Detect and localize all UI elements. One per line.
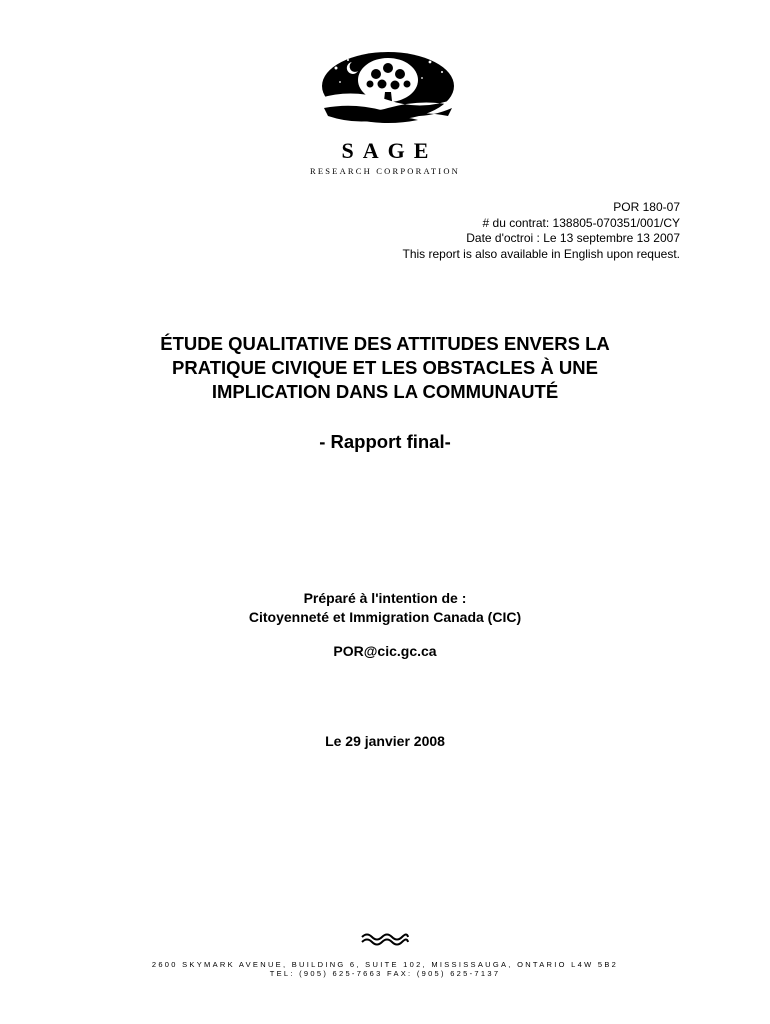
client-name: Citoyenneté et Immigration Canada (CIC) <box>248 609 522 625</box>
brand-subtitle: RESEARCH CORPORATION <box>309 166 461 176</box>
title-line-3: IMPLICATION DANS LA COMMUNAUTÉ <box>211 381 559 402</box>
brand-name: SAGE <box>341 138 438 163</box>
report-subtitle: - Rapport final- <box>319 431 451 452</box>
wave-mark-icon <box>360 932 410 946</box>
title-line-1: ÉTUDE QUALITATIVE DES ATTITUDES ENVERS LA <box>160 333 610 354</box>
prepared-for-block <box>100 589 670 627</box>
prepared-for-label: Préparé à l'intention de : <box>303 590 467 606</box>
english-availability-note: This report is also available in English upon request. <box>402 246 680 261</box>
report-title <box>100 332 670 404</box>
contact-email: POR@cic.gc.ca <box>333 643 437 659</box>
sage-tree-logo-icon <box>318 48 458 138</box>
contract-number: # du contrat: 138805-070351/001/CY <box>482 215 680 230</box>
award-date: Date d'octroi : Le 13 septembre 13 2007 <box>466 231 680 245</box>
report-date: Le 29 janvier 2008 <box>325 733 445 749</box>
por-number: POR 180-07 <box>613 200 680 214</box>
reference-block <box>403 200 681 262</box>
footer-phone-fax: TEL: (905) 625-7663 FAX: (905) 625-7137 <box>269 969 501 978</box>
footer-address-block <box>40 960 730 978</box>
title-line-2: PRATIQUE CIVIQUE ET LES OBSTACLES À UNE <box>172 357 598 378</box>
footer-address: 2600 SKYMARK AVENUE, BUILDING 6, SUITE 102, MISSISSAUGA, ONTARIO L4W 5B2 <box>151 960 619 969</box>
